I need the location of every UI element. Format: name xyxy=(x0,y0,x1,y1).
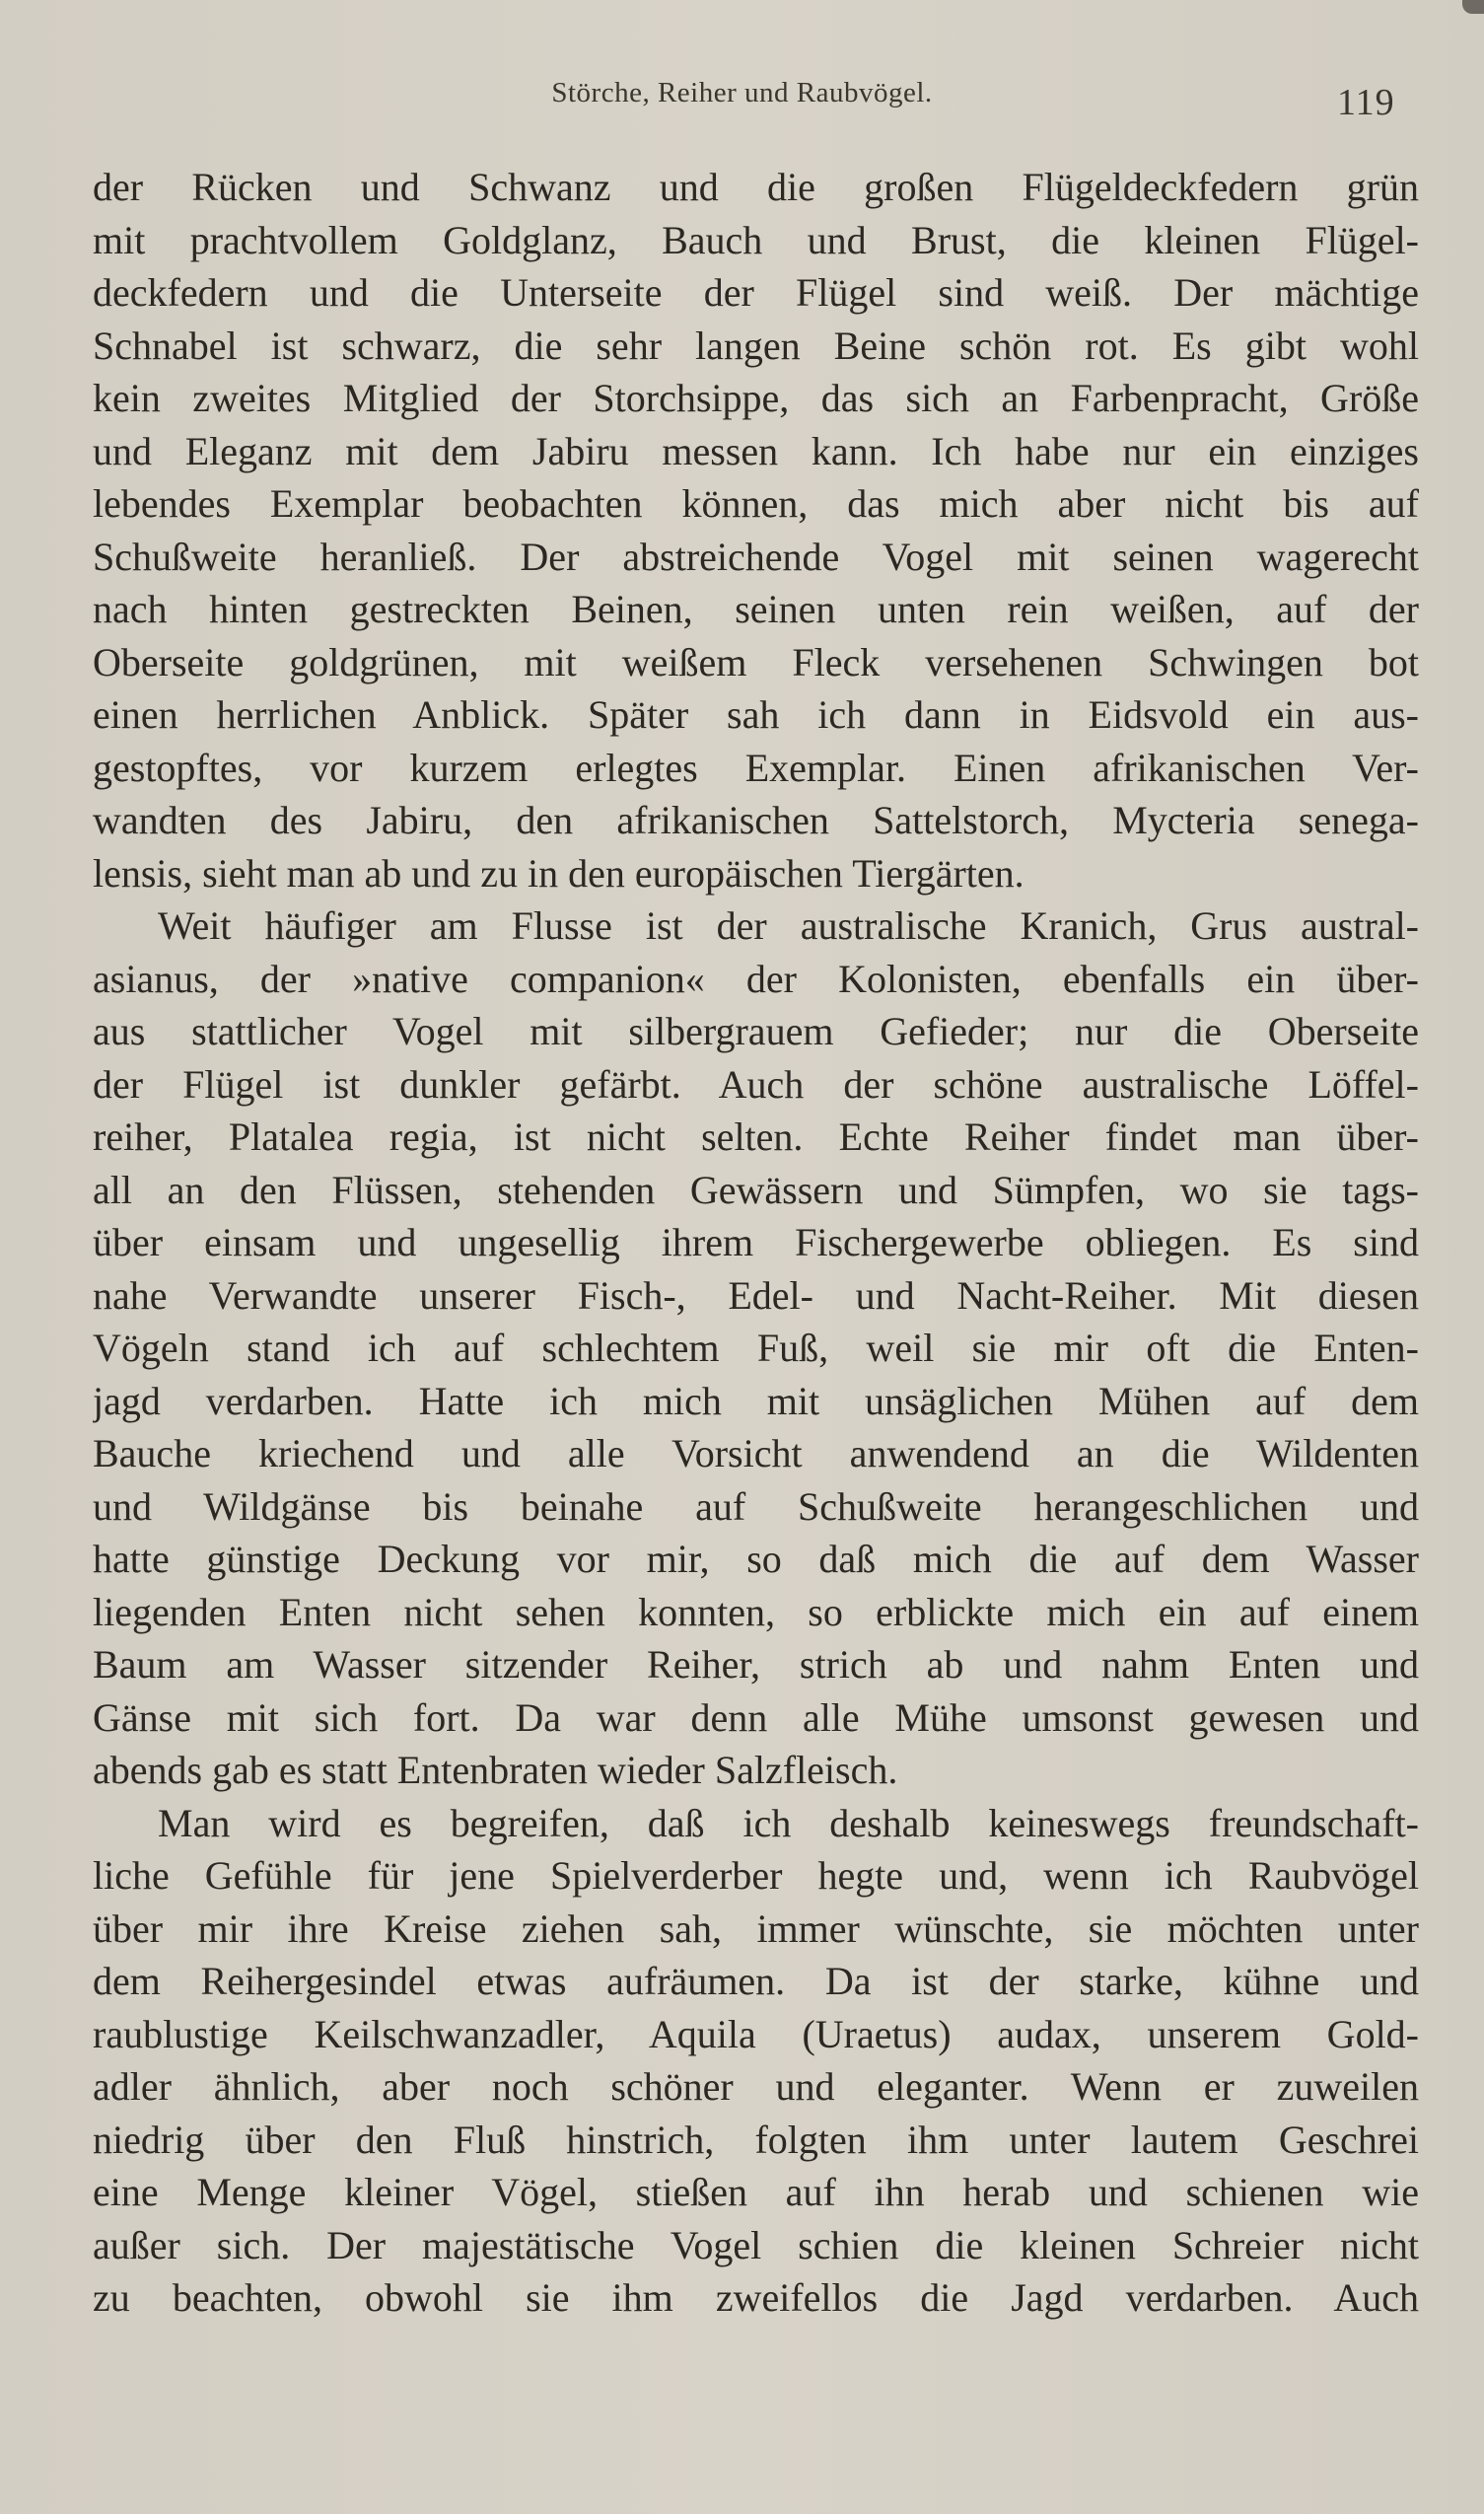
text-line: Gänse mit sich fort. Da war denn alle Mühe umsonst gewesen und xyxy=(93,1694,1419,1740)
text-line: asianus, der »native companion« der Kolonisten, ebenfalls ein über- xyxy=(93,956,1419,1001)
text-line: eine Menge kleiner Vögel, stießen auf ihn herab und schienen wie xyxy=(93,2170,1419,2214)
page-corner-mark xyxy=(1462,0,1484,14)
text-line: nach hinten gestreckten Beinen, seinen unten rein weißen, auf der xyxy=(93,587,1419,631)
text-line: einen herrlichen Anblick. Später sah ich dann in Eidsvold ein aus- xyxy=(93,692,1419,737)
text-line: deckfedern und die Unterseite der Flügel sind weiß. Der mächtige xyxy=(93,270,1419,315)
running-head-title: Störche, Reiher und Raubvögel. xyxy=(551,77,933,108)
text-line: und Eleganz mit dem Jabiru messen kann. Ich habe nur ein einziges xyxy=(93,428,1419,473)
text-line: Weit häufiger am Flusse ist der australische Kranich, Grus austral- xyxy=(158,903,1419,948)
text-line: abends gab es statt Entenbraten wieder Salzfleisch. xyxy=(93,1748,898,1792)
text-line: wandten des Jabiru, den afrikanischen Sattelstorch, Mycteria senega- xyxy=(93,798,1419,842)
text-line: jagd verdarben. Hatte ich mich mit unsäglichen Mühen auf dem xyxy=(93,1378,1419,1423)
text-line: kein zweites Mitglied der Storchsippe, das sich an Farbenpracht, Größe xyxy=(93,376,1419,420)
text-line: reiher, Platalea regia, ist nicht selten. Echte Reiher findet man über- xyxy=(93,1114,1419,1159)
paragraph xyxy=(93,1797,1419,2325)
text-line: zu beachten, obwohl sie ihm zweifellos die Jagd verdarben. Auch xyxy=(93,2275,1419,2320)
text-line: nahe Verwandte unserer Fisch-, Edel- und Nacht-Reiher. Mit diesen xyxy=(93,1272,1419,1318)
text-line: Schußweite heranließ. Der abstreichende Vogel mit seinen wagerecht xyxy=(93,534,1419,579)
text-line: Vögeln stand ich auf schlechtem Fuß, weil sie mir oft die Enten- xyxy=(93,1326,1419,1370)
text-line: all an den Flüssen, stehenden Gewässern und Sümpfen, wo sie tags- xyxy=(93,1167,1419,1212)
body-text xyxy=(93,161,1419,2325)
page-number: 119 xyxy=(1337,82,1395,123)
text-line: und Wildgänse bis beinahe auf Schußweite herangeschlichen und xyxy=(93,1483,1419,1529)
text-line: adler ähnlich, aber noch schöner und eleganter. Wenn er zuweilen xyxy=(93,2064,1419,2109)
text-line: mit prachtvollem Goldglanz, Bauch und Brust, die kleinen Flügel- xyxy=(93,217,1419,262)
text-line: Oberseite goldgrünen, mit weißem Fleck versehenen Schwingen bot xyxy=(93,639,1419,684)
text-line: Baum am Wasser sitzender Reiher, strich ab und nahm Enten und xyxy=(93,1642,1419,1687)
text-line: der Rücken und Schwanz und die großen Flügeldeckfedern grün xyxy=(93,165,1419,209)
text-line: raublustige Keilschwanzadler, Aquila (Uraetus) audax, unserem Gold- xyxy=(93,2011,1419,2056)
text-line: lensis, sieht man ab und zu in den europäischen Tiergärten. xyxy=(93,850,1025,896)
text-line: Schnabel ist schwarz, die sehr langen Beine schön rot. Es gibt wohl xyxy=(93,323,1419,368)
paragraph xyxy=(93,161,1419,899)
text-line: niedrig über den Fluß hinstrich, folgten ihm unter lautem Geschrei xyxy=(93,2117,1419,2162)
text-line: lebendes Exemplar beobachten können, das mich aber nicht bis auf xyxy=(93,481,1419,526)
text-line: dem Reihergesindel etwas aufräumen. Da ist der starke, kühne und xyxy=(93,1959,1419,2003)
text-line: über mir ihre Kreise ziehen sah, immer wünschte, sie möchten unter xyxy=(93,1905,1419,1951)
text-line: Man wird es begreifen, daß ich deshalb keineswegs freundschaft- xyxy=(158,1800,1419,1845)
text-line: über einsam und ungesellig ihrem Fischergewerbe obliegen. Es sind xyxy=(93,1220,1419,1264)
text-line: gestopftes, vor kurzem erlegtes Exemplar. Einen afrikanischen Ver- xyxy=(93,745,1419,790)
text-line: hatte günstige Deckung vor mir, so daß mich die auf dem Wasser xyxy=(93,1537,1419,1581)
text-line: liegenden Enten nicht sehen konnten, so erblickte mich ein auf einem xyxy=(93,1589,1419,1634)
text-line: aus stattlicher Vogel mit silbergrauem Gefieder; nur die Oberseite xyxy=(93,1009,1419,1053)
text-line: Bauche kriechend und alle Vorsicht anwendend an die Wildenten xyxy=(93,1431,1419,1475)
text-line: der Flügel ist dunkler gefärbt. Auch der schöne australische Löffel- xyxy=(93,1061,1419,1107)
text-line: liche Gefühle für jene Spielverderber hegte und, wenn ich Raubvögel xyxy=(93,1853,1419,1898)
text-line: außer sich. Der majestätische Vogel schien die kleinen Schreier nicht xyxy=(93,2222,1419,2267)
paragraph xyxy=(93,899,1419,1797)
